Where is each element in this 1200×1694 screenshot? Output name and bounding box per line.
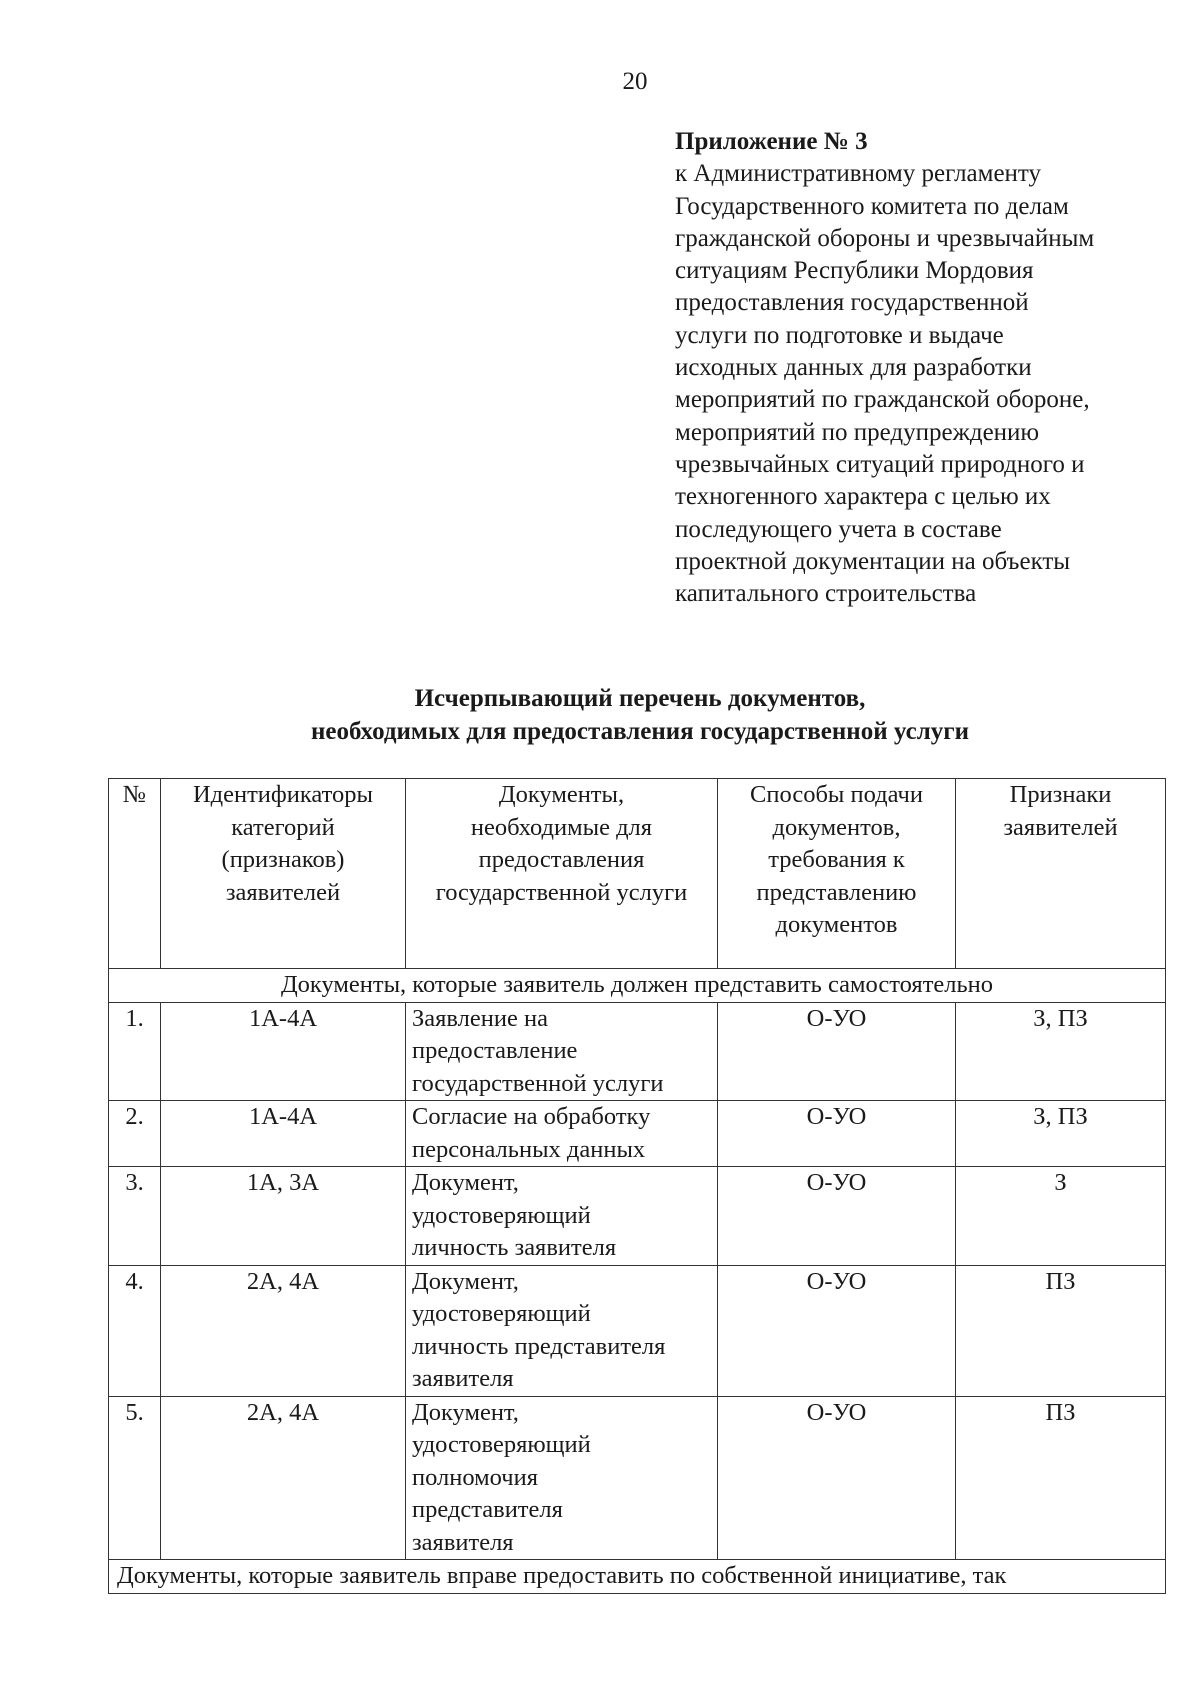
header-identifiers: Идентификаторы категорий (признаков) заявителей [161, 779, 406, 969]
row-identifiers: 1А, 3А [161, 1167, 406, 1266]
table-header-row [109, 779, 1166, 969]
table-row [109, 1101, 1166, 1167]
section-row-optional [109, 1560, 1166, 1594]
row-signs: ПЗ [956, 1265, 1166, 1396]
row-method: О-УО [718, 1101, 956, 1167]
row-number: 5. [109, 1396, 161, 1560]
row-method: О-УО [718, 1396, 956, 1560]
appendix-text: к Административному регламенту Государственного комитета по делам гражданской обороны и чрезвычайным ситуациям Республики Мордовия предоставления государственной услуги по подготовке и выдаче исходных данных для разработки мероприятий по гражданской обороне, мероприятий по предупреждению чрезвычайных ситуаций природного и техногенного характера с целью их последующего учета в составе проектной документации на объекты капитального строительства [675, 160, 1095, 608]
document-title-line-2: необходимых для предоставления государственной услуги [311, 718, 969, 745]
row-number: 2. [109, 1101, 161, 1167]
section-row-mandatory [109, 969, 1166, 1003]
appendix-title: Приложение № 3 [675, 128, 868, 155]
header-applicant-signs: Признаки заявителей [956, 779, 1166, 969]
row-document: Документ, удостоверяющий личность представителя заявителя [406, 1265, 718, 1396]
row-document: Заявление на предоставление государственной услуги [406, 1002, 718, 1101]
row-signs: З, ПЗ [956, 1002, 1166, 1101]
row-method: О-УО [718, 1265, 956, 1396]
row-signs: З, ПЗ [956, 1101, 1166, 1167]
header-submission-methods: Способы подачи документов, требования к представлению документов [718, 779, 956, 969]
row-signs: ПЗ [956, 1396, 1166, 1560]
documents-table [108, 778, 1166, 1594]
row-identifiers: 1А-4А [161, 1002, 406, 1101]
section-label: Документы, которые заявитель должен представить самостоятельно [109, 969, 1166, 1003]
row-number: 4. [109, 1265, 161, 1396]
table-row [109, 1002, 1166, 1101]
row-identifiers: 1А-4А [161, 1101, 406, 1167]
appendix-block [675, 126, 1175, 610]
row-document: Согласие на обработку персональных данных [406, 1101, 718, 1167]
row-identifiers: 2А, 4А [161, 1265, 406, 1396]
row-document: Документ, удостоверяющий полномочия представителя заявителя [406, 1396, 718, 1560]
header-number: № [109, 779, 161, 969]
row-method: О-УО [718, 1002, 956, 1101]
document-title [200, 682, 1080, 748]
table-row [109, 1396, 1166, 1560]
row-identifiers: 2А, 4А [161, 1396, 406, 1560]
section-label: Документы, которые заявитель вправе предоставить по собственной инициативе, так [109, 1560, 1166, 1594]
row-document: Документ, удостоверяющий личность заявителя [406, 1167, 718, 1266]
page-number: 20 [622, 68, 648, 95]
row-number: 1. [109, 1002, 161, 1101]
table-row [109, 1167, 1166, 1266]
row-method: О-УО [718, 1167, 956, 1266]
row-signs: З [956, 1167, 1166, 1266]
row-number: 3. [109, 1167, 161, 1266]
table-row [109, 1265, 1166, 1396]
header-documents: Документы, необходимые для предоставления государственной услуги [406, 779, 718, 969]
document-title-line-1: Исчерпывающий перечень документов, [414, 685, 866, 712]
